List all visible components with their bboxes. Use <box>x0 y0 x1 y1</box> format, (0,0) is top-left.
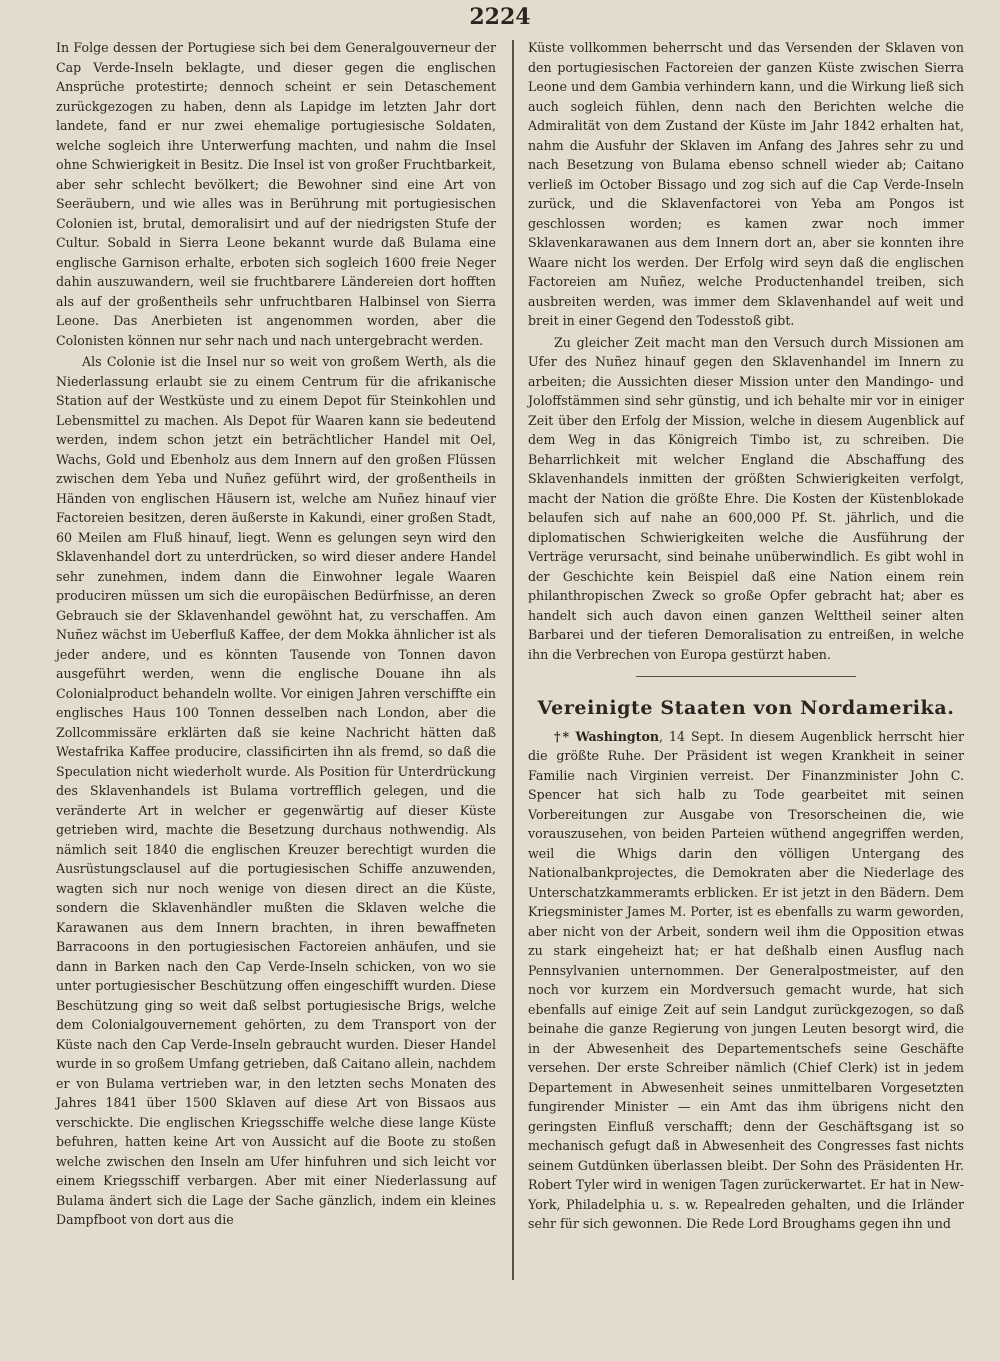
left-column <box>56 38 496 1232</box>
left-paragraph-1: In Folge dessen der Portugiese sich bei dem Generalgouverneur der Cap Verde-Inseln beklagte, und dieser gegen die englischen Ansprüche protestirte; dennoch scheint er sein Detaschement zurückgezogen zu haben, denn als Lapidge im letzten Jahr dort landete, fand er nur zwei ehemalige portugiesische Soldaten, welche sogleich ihre Unterwerfung machten, und nahm die Insel ohne Schwierigkeit in Besitz. Die Insel ist von großer Fruchtbarkeit, aber sehr schlecht bevölkert; die Bewohner sind eine Art von Seeräubern, und wie alles was in Berührung mit portugiesischen Colonien ist, brutal, demoralisirt und auf der niedrigsten Stufe der Cultur. Sobald in Sierra Leone bekannt wurde daß Bulama eine englische Garnison erhalte, erboten sich sogleich 1600 freie Neger dahin auszuwandern, weil sie fruchtbarere Ländereien dort hofften als auf der großentheils sehr unfruchtbaren Halbinsel von Sierra Leone. Das Anerbieten ist angenommen worden, aber die Colonisten können nur sehr nach und nach untergebracht werden. <box>56 40 496 348</box>
article-dateline: †* Washington <box>554 728 660 744</box>
page-number: 2224 <box>469 4 531 30</box>
article-date: , 14 Sept. <box>659 728 725 744</box>
right-paragraph-2: Zu gleicher Zeit macht man den Versuch durch Missionen am Ufer des Nuñez hinauf gegen den Sklavenhandel im Innern zu arbeiten; die Aussichten dieser Mission unter den Mandingo- und Joloffstämmen sind sehr günstig, und ich behalte mir vor in einiger Zeit über den Erfolg der Mission, welche in diesem Augenblick auf dem Weg in das Königreich Timbo ist, zu schreiben. Die Beharrlichkeit mit welcher England die Abschaffung des Sklavenhandels inmitten der größten Schwierigkeiten verfolgt, macht der Nation die größte Ehre. Die Kosten der Küstenblokade belaufen sich auf nahe an 600,000 Pf. St. jährlich, und die diplomatischen Schwierigkeiten welche die Ausführung der Verträge verursacht, sind beinahe unüberwindlich. Es gibt wohl in der Geschichte kein Beispiel daß eine Nation einem rein philanthropischen Zweck so große Opfer gebracht hat; aber es handelt sich auch davon einen ganzen Welttheil seiner alten Barbarei und der tieferen Demoralisation zu entreißen, in welche ihn die Verbrechen von Europa gestürzt haben. <box>528 334 964 662</box>
column-rule <box>512 40 514 1280</box>
article-body: In diesem Augenblick herrscht hier die größte Ruhe. Der Präsident ist wegen Krankheit in seiner Familie nach Virginien verreist. Der Finanzminister John C. Spencer hat sich halb zu Tode gearbeitet mit seinen Vorbereitungen zur Ausgabe von Tresorscheinen die, wie vorauszusehen, von beiden Parteien wüthend angegriffen werden, weil die Whigs darin den völligen Untergang des Nationalbankprojectes, die Demokraten aber die Niederlage des Unterschatzkammeramts erblicken. Er ist jetzt in den Bädern. Dem Kriegsminister James M. Porter, ist es ebenfalls zu warm geworden, aber nicht von der Arbeit, sondern weil ihm die Opposition etwas zu stark eingeheizt hat; er hat deßhalb einen Ausflug nach Pennsylvanien unternommen. Der Generalpostmeister, auf den noch vor kurzem ein Mordversuch gemacht wurde, hat sich ebenfalls auf einige Zeit auf sein Landgut zurückgezogen, so daß beinahe die ganze Regierung von jungen Leuten besorgt wird, die in der Abwesenheit des Departementschefs seine Geschäfte versehen. Der erste Schreiber nämlich (Chief Clerk) ist in jedem Departement in Abwesenheit seines unmittelbaren Vorgesetzten fungirender Minister — ein Amt das ihm übrigens nicht den geringsten Einfluß verschafft; denn der Geschäftsgang ist so mechanisch gefugt daß in Abwesenheit des Congresses fast nichts seinem Gutdünken überlassen bleibt. Der Sohn des Präsidenten Hr. Robert Tyler wird in wenigen Tagen zurückerwartet. Er hat in New-York, Philadelphia u. s. w. Repealreden gehalten, und die Irländer sehr für sich gewonnen. Die Rede Lord Broughams gegen ihn und <box>528 728 964 1231</box>
section-heading: Vereinigte Staaten von Nordamerika. <box>537 697 955 719</box>
right-paragraph-1: Küste vollkommen beherrscht und das Versenden der Sklaven von den portugiesischen Factoreien der ganzen Küste zwischen Sierra Leone und dem Gambia verhindern kann, und die Wirkung ließ sich auch sogleich fühlen, denn nach den Berichten welche die Admiralität von dem Zustand der Küste im Jahr 1842 erhalten hat, nahm die Ausfuhr der Sklaven im Anfang des Jahres sehr zu und nach Besetzung von Bulama ebenso schnell wieder ab; Caitano verließ im October Bissago und zog sich auf die Cap Verde-Inseln zurück, und die Sklavenfactorei von Yeba am Pongos ist geschlossen worden; es kamen zwar noch immer Sklavenkarawanen aus dem Innern dort an, aber sie konnten ihre Waare nicht los werden. Der Erfolg wird seyn daß die englischen Factoreien am Nuñez, welche Productenhandel treiben, sich ausbreiten werden, was immer dem Sklavenhandel auf weit und breit in einer Gegend den Todesstoß gibt. <box>528 40 964 328</box>
washington-article <box>528 727 964 1234</box>
right-column <box>528 38 964 1236</box>
section-separator <box>636 676 856 677</box>
left-paragraph-2: Als Colonie ist die Insel nur so weit von großem Werth, als die Niederlassung erlaubt sie zu einem Centrum für die afrikanische Station auf der Westküste und zu einem Depot für Steinkohlen und Lebensmittel zu machen. Als Depot für Waaren kann sie bedeutend werden, indem schon jetzt ein beträchtlicher Handel mit Oel, Wachs, Gold und Ebenholz aus dem Innern auf den großen Flüssen zwischen dem Yeba und Nuñez geführt wird, der großentheils in Händen von englischen Häusern ist, welche am Nuñez hinauf vier Factoreien besitzen, deren äußerste in Kakundi, einer großen Stadt, 60 Meilen am Fluß hinauf, liegt. Wenn es gelungen seyn wird den Sklavenhandel dort zu unterdrücken, so wird dieser andere Handel sehr zunehmen, indem dann die Einwohner legale Waaren produciren müssen um sich die europäischen Bedürfnisse, an deren Gebrauch sie der Sklavenhandel gewöhnt hat, zu verschaffen. Am Nuñez wächst im Ueberfluß Kaffee, der dem Mokka ähnlicher ist als jeder andere, und es könnten Tausende von Tonnen davon ausgeführt werden, wenn die englische Douane ihn als Colonialproduct behandeln wollte. Vor einigen Jahren verschiffte ein englisches Haus 100 Tonnen desselben nach London, aber die Zollcommissäre erklärten daß sie keine Nachricht hätten daß Westafrika Kaffee producire, classificirten ihn als fremd, so daß die Speculation nicht wiederholt wurde. Als Position für Unterdrückung des Sklavenhandels ist Bulama vortrefflich gelegen, und die veränderte Art in welcher er gegenwärtig auf dieser Küste getrieben wird, machte die Besetzung durchaus nothwendig. Als nämlich seit 1840 die englischen Kreuzer berechtigt wurden die Ausrüstungsclausel auf die portugiesischen Schiffe anzuwenden, wagten sich nur noch wenige von diesen direct an die Küste, sondern die Sklavenhändler mußten die Sklaven welche die Karawanen aus dem Innern brachten, in ihren bewaffneten Barracoons in den portugiesischen Factoreien anhäufen, und sie dann in Barken nach den Cap Verde-Inseln schicken, von wo sie unter portugiesischer Beschützung offen eingeschifft wurden. Diese Beschützung ging so weit daß selbst portugiesische Brigs, welche dem Colonialgouvernement gehörten, zu dem Transport von der Küste nach den Cap Verde-Inseln gebraucht wurden. Dieser Handel wurde in so großem Umfang getrieben, daß Caitano allein, nachdem er von Bulama vertrieben war, in den letzten sechs Monaten des Jahres 1841 über 1500 Sklaven auf diese Art von Bissaos aus verschickte. Die englischen Kriegsschiffe welche diese lange Küste befuhren, hatten keine Art von Aussicht auf die Boote zu stoßen welche zwischen den Inseln am Ufer hinfuhren und sich leicht vor einem Kriegsschiff verbargen. Aber mit einer Niederlassung auf Bulama ändert sich die Lage der Sache gänzlich, indem ein kleines Dampfboot von dort aus die <box>56 354 496 1227</box>
